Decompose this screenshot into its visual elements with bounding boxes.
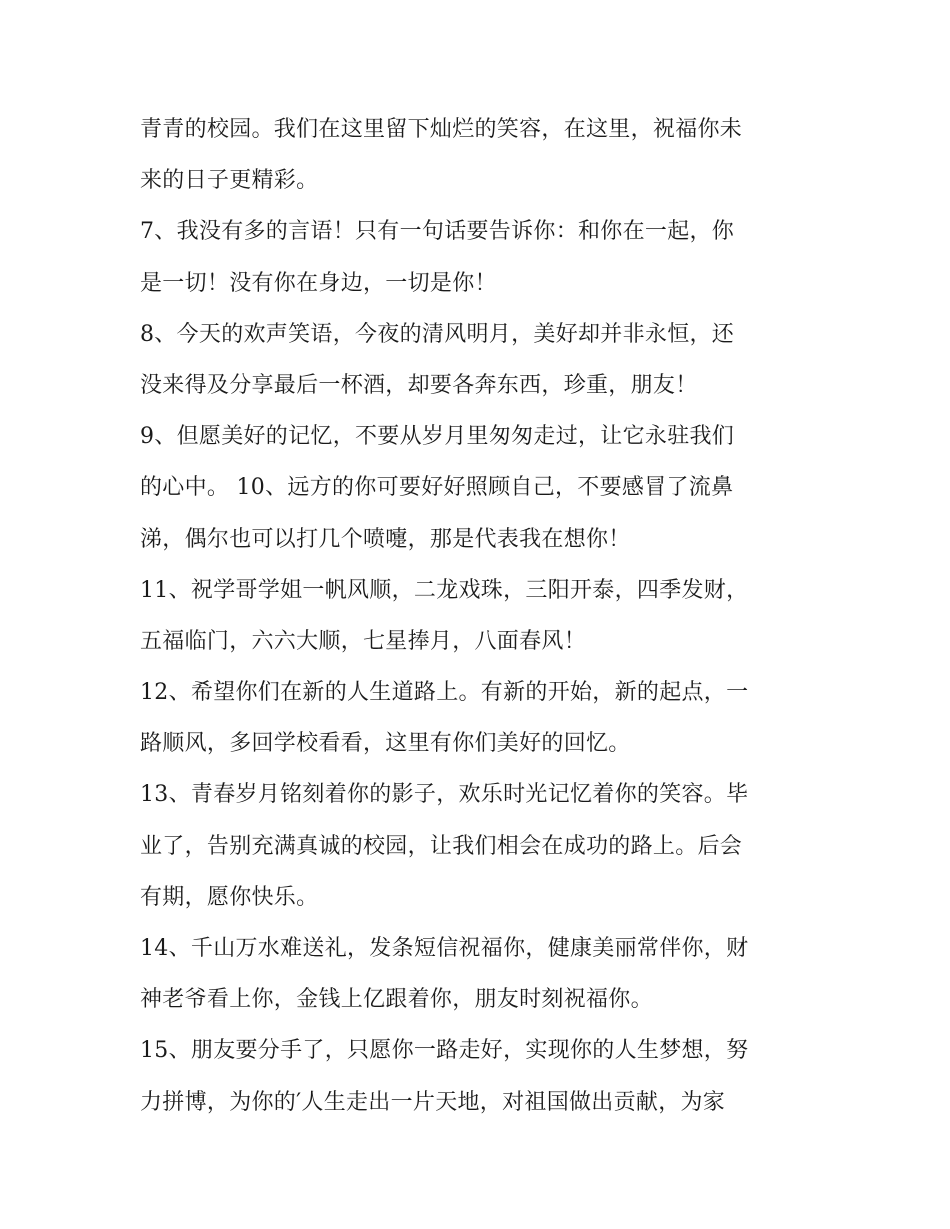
- text-line: 是一切！没有你在身边，一切是你！: [140, 270, 497, 296]
- text-line: 没来得及分享最后一杯酒，却要各奔东西，珍重，朋友！: [140, 372, 698, 398]
- text-line: 来的日子更精彩。: [140, 168, 319, 194]
- text-line: 业了，告别充满真诚的校园，让我们相会在成功的路上。后会: [140, 833, 743, 859]
- document-body: [140, 104, 820, 1128]
- text-line: 青青的校园。我们在这里留下灿烂的笑容，在这里，祝福你未: [140, 117, 743, 142]
- text-line: 11、祝学哥学姐一帆风顺，二龙戏珠，三阳开泰，四季发财，: [140, 577, 749, 603]
- text-line: 神老爷看上你，金钱上亿跟着你，朋友时刻祝福你。: [140, 987, 653, 1013]
- text-line: 涕，偶尔也可以打几个喷嚏，那是代表我在想你！: [140, 526, 631, 552]
- text-line: 五福临门，六六大顺，七星捧月，八面春风！: [140, 628, 587, 654]
- text-line: 15、朋友要分手了，只愿你一路走好，实现你的人生梦想，努: [140, 1038, 749, 1064]
- text-line: 路顺风，多回学校看看，这里有你们美好的回忆。: [140, 731, 631, 757]
- text-line: 9、但愿美好的记忆，不要从岁月里匆匆走过，让它永驻我们: [140, 424, 735, 450]
- text-line: 13、青春岁月铭刻着你的影子，欢乐时光记忆着你的笑容。毕: [140, 782, 749, 808]
- text-line: 14、千山万水难送礼，发条短信祝福你，健康美丽常伴你，财: [140, 936, 749, 961]
- text-line: 8、今天的欢声笑语，今夜的清风明月，美好却并非永恒，还: [140, 321, 735, 347]
- text-line: 的心中。 10、远方的你可要好好照顾自己，不要感冒了流鼻: [140, 475, 734, 501]
- text-line: 12、希望你们在新的人生道路上。有新的开始，新的起点，一: [140, 680, 749, 706]
- text-line: 有期，愿你快乐。: [140, 884, 319, 910]
- text-line: 力拼博，为你的′人生走出一片天地，对祖国做出贡献，为家: [140, 1089, 726, 1115]
- text-line: 7、我没有多的言语！只有一句话要告诉你：和你在一起，你: [140, 219, 735, 245]
